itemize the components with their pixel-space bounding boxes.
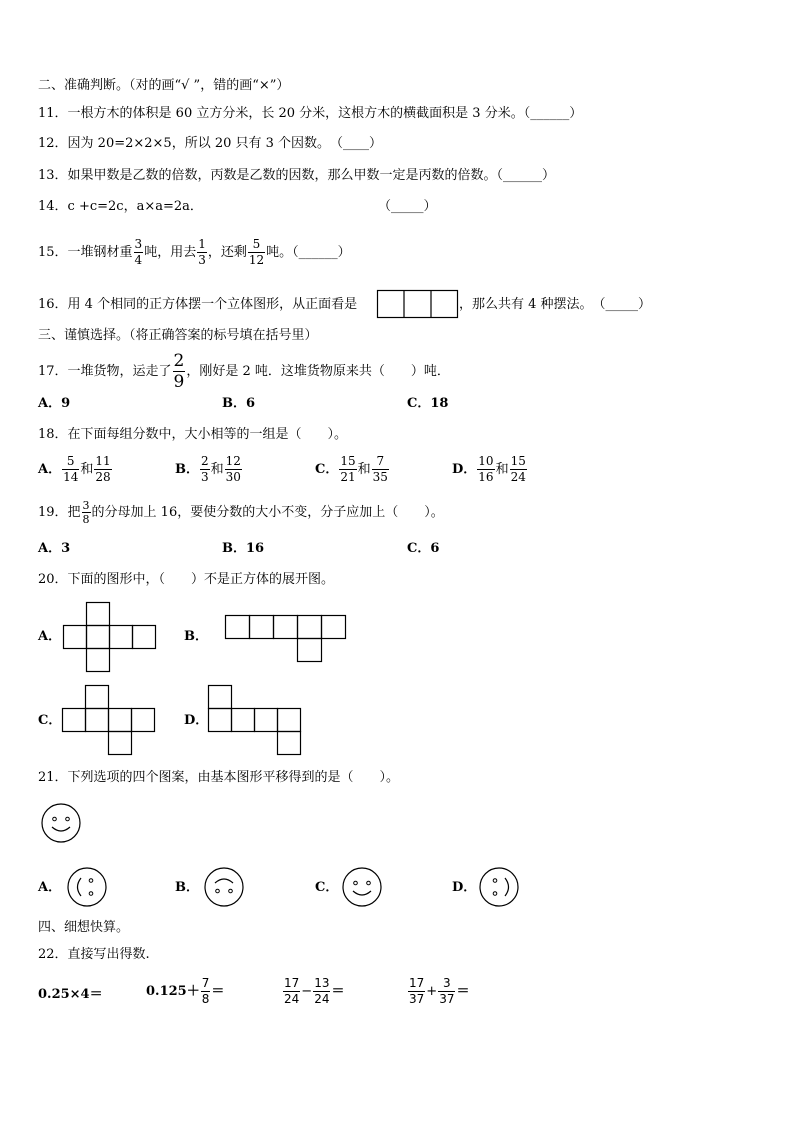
option-18-b[interactable]: B． $\frac{2}{3}$ 和 $\frac{12}{30}$ — [175, 454, 241, 484]
option-20-b-label[interactable]: B． — [184, 629, 208, 644]
fraction: $\frac{2}{9}$ — [173, 351, 185, 392]
option-21-c-label[interactable]: C． — [315, 880, 339, 895]
question-17: 17．一堆货物，运走了 $\frac{2}{9}$ ，刚好是 2 吨．这堆货物原来共（ ）吨． — [38, 351, 450, 392]
option-17-c[interactable]: C．18 — [407, 396, 449, 411]
question-16-pre: 16．用 4 个相同的正方体摆一个立体图形，从正面看是 — [38, 297, 358, 312]
option-19-b[interactable]: B．16 — [222, 541, 265, 556]
option-20-c-label[interactable]: C． — [38, 713, 62, 728]
question-20: 20．下面的图形中，（ ）不是正方体的展开图。 — [38, 572, 335, 587]
question-13: 13．如果甲数是乙数的倍数，丙数是乙数的因数，那么甲数一定是丙数的倍数。（______） — [38, 168, 556, 183]
option-19-c[interactable]: C．6 — [407, 541, 440, 556]
option-17-a[interactable]: A．9 — [38, 396, 71, 411]
section-2-title: 二、准确判断。（对的画“√ ”，错的画“×”） — [38, 78, 290, 93]
question-18: 18．在下面每组分数中，大小相等的一组是（ ）。 — [38, 427, 348, 442]
calc-3: $\frac{17}{24}$ − $\frac{13}{24}$ ＝ — [284, 976, 345, 1006]
smiley-rotated-right-icon[interactable] — [478, 866, 520, 908]
option-17-b[interactable]: B．6 — [222, 396, 256, 411]
option-21-d-label[interactable]: D． — [452, 880, 477, 895]
option-18-d[interactable]: D． $\frac{10}{16}$ 和 $\frac{15}{24}$ — [452, 454, 526, 484]
question-12: 12．因为 20=2×2×5，所以 20 只有 3 个因数。 （____） — [38, 136, 383, 151]
front-view-three-squares — [377, 290, 459, 319]
option-18-a[interactable]: A． $\frac{5}{14}$ 和 $\frac{11}{28}$ — [38, 454, 111, 484]
calc-4: $\frac{17}{37}$ + $\frac{3}{37}$ ＝ — [409, 976, 470, 1006]
section-4-title: 四、细想快算。 — [38, 920, 130, 935]
question-14: 14．c +c=2c，a×a=2a． — [38, 199, 203, 214]
section-3-title: 三、谨慎选择。（将正确答案的标号填在括号里） — [38, 328, 318, 343]
basic-smiley-icon — [40, 802, 82, 844]
question-21: 21．下列选项的四个图案，由基本图形平移得到的是（ ）。 — [38, 770, 400, 785]
option-21-a-label[interactable]: A． — [38, 880, 62, 895]
option-20-a-label[interactable]: A． — [38, 629, 62, 644]
net-b-diagram[interactable] — [225, 615, 347, 663]
question-22: 22．直接写出得数. — [38, 947, 150, 962]
smiley-upside-down-icon[interactable] — [203, 866, 245, 908]
fraction: $\frac{5}{12}$ — [248, 237, 265, 267]
question-15: 15．一堆钢材重 $\frac{3}{4}$ 吨，用去 $\frac{1}{3}$ ，还剩 $\frac{5}{12}$ 吨。（______） — [38, 237, 351, 267]
net-d-diagram[interactable] — [208, 685, 302, 755]
fraction: $\frac{1}{3}$ — [198, 237, 206, 267]
calc-1: 0.25×4＝ — [38, 987, 103, 1002]
net-a-diagram[interactable] — [63, 602, 157, 672]
option-20-d-label[interactable]: D． — [184, 713, 209, 728]
option-19-a[interactable]: A．3 — [38, 541, 71, 556]
option-18-c[interactable]: C． $\frac{15}{21}$ 和 $\frac{7}{35}$ — [315, 454, 388, 484]
smiley-translated-icon[interactable] — [341, 866, 383, 908]
question-11: 11．一根方木的体积是 60 立方分米，长 20 分米，这根方木的横截面积是 3 分米。（______） — [38, 106, 583, 121]
question-19: 19．把 $\frac{3}{8}$ 的分母加上 16，要使分数的大小不变，分子应加上（ ）。 — [38, 499, 444, 526]
question-16-post: ，那么共有 4 种摆法。 （_____） — [459, 297, 652, 312]
calc-2: 0.125＋ $\frac{7}{8}$ ＝ — [146, 976, 225, 1006]
smiley-rotated-left-icon[interactable] — [66, 866, 108, 908]
option-21-b-label[interactable]: B． — [175, 880, 199, 895]
net-c-diagram[interactable] — [62, 685, 156, 755]
fraction: $\frac{3}{4}$ — [134, 237, 143, 267]
question-14-blank: （_____） — [378, 199, 437, 214]
